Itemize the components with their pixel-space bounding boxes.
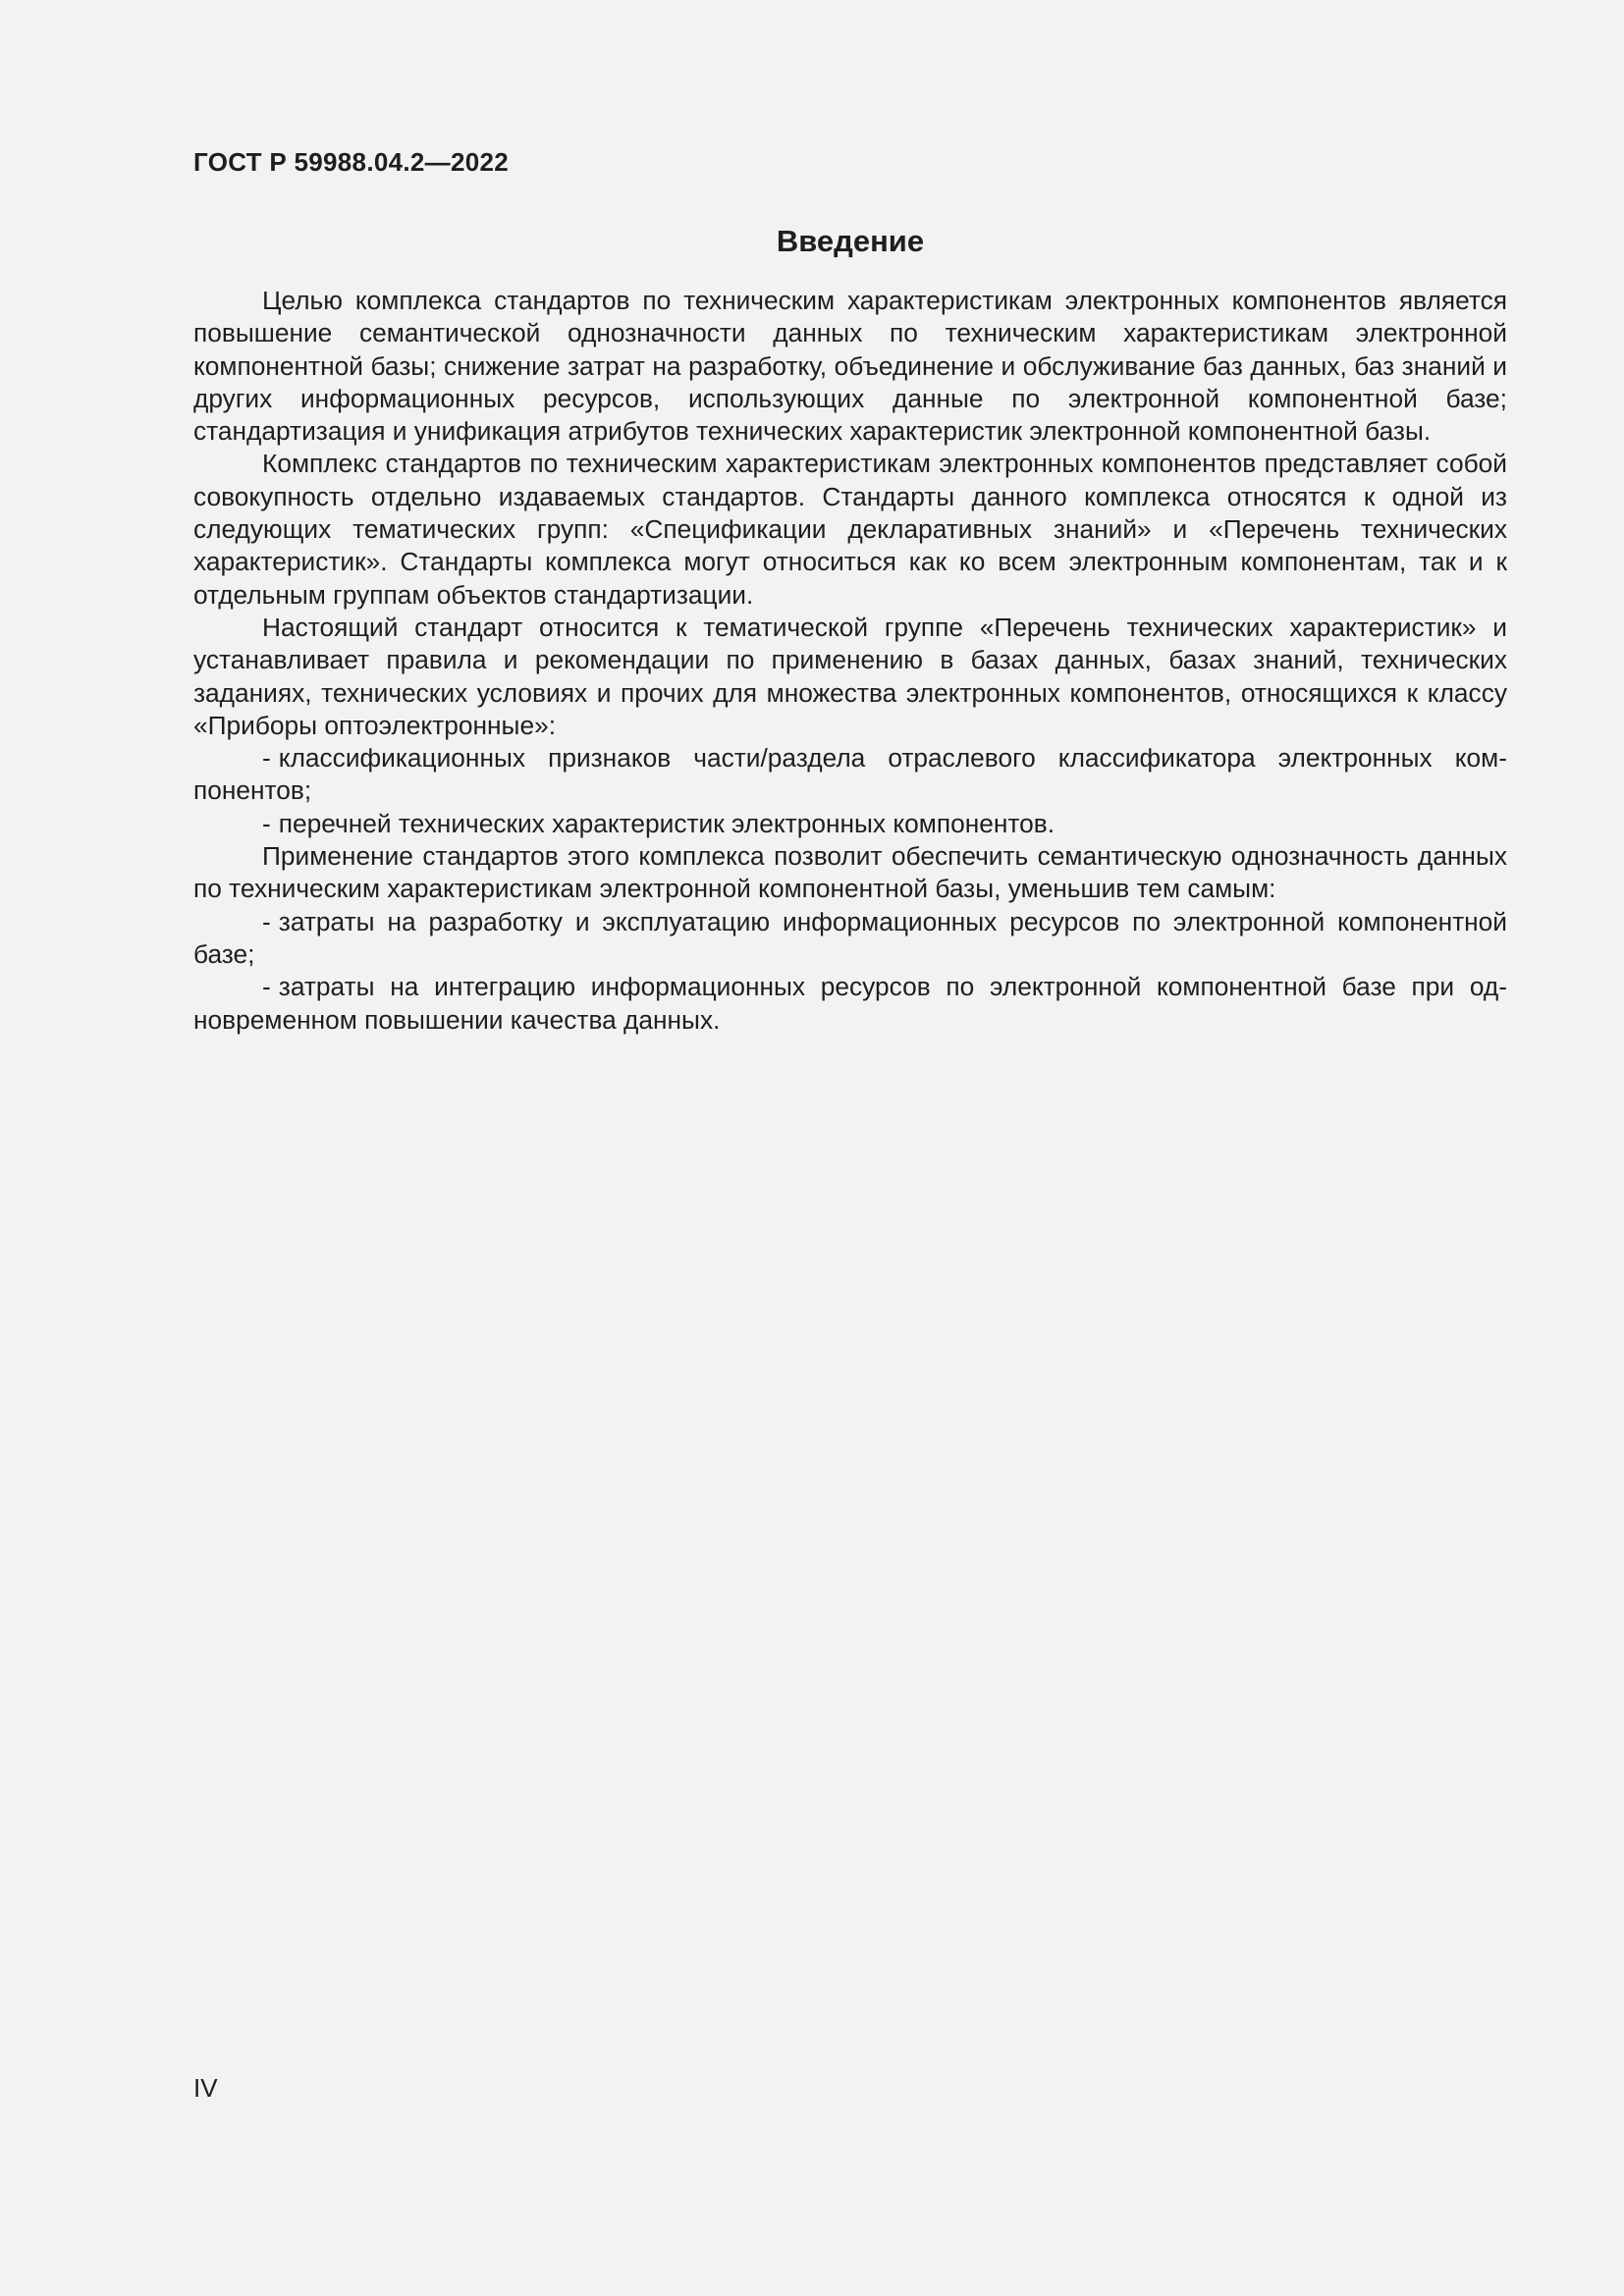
paragraph [193,840,1507,906]
list-dash: - [262,972,271,1002]
list-item-text: перечней технических характеристик электронных компонентов. [278,808,1056,838]
list-dash: - [262,743,271,774]
list-dash: - [262,808,271,838]
section-title: Введение [776,224,925,258]
list-item-text: затраты на разработку и эксплуатацию информационных ресурсов по электронной компонентной базе; [193,906,1507,969]
paragraph-text: Применение стандартов этого комплекса позволит обеспечить семантическую однозначность данных по техническим характеристикам электронной компонентной базы, уменьшив тем самым: [193,841,1507,904]
list-item [193,742,1507,808]
paragraph-text: Комплекс стандартов по техническим характеристикам электронных компонентов представляет собой совокупность отдельно издаваемых стандартов. Стандарты данного комплекса относятся к одной из следующих тематических групп: «Спецификации декларативных знаний» и «Перечень технических характеристик». Стандарты комплекса могут относиться как ко всем электронным компонентам, так и к отдельным группам объектов стандартизации. [193,449,1507,610]
list-item [193,971,1507,1037]
standard-code-header: ГОСТ Р 59988.04.2—2022 [193,147,509,177]
paragraph [193,285,1507,448]
list-dash: - [262,906,271,936]
paragraph [193,612,1507,742]
list-item-text: классификационных признаков части/раздела отраслевого классификатора электронных компонентов; [193,743,1507,806]
page-number: IV [193,2073,218,2103]
paragraph [193,448,1507,611]
list-item [193,906,1507,972]
list-item [193,808,1507,840]
paragraph-text: Настоящий стандарт относится к тематической группе «Перечень технических характеристик» и устанавливает правила и рекомендации по применению в базах данных, базах знаний, технических заданиях, технических условиях и прочих для множества электронных компонентов, относящихся к классу «Приборы оптоэлектронные»: [193,612,1507,740]
list-item-text: затраты на интеграцию информационных ресурсов по электронной компонентной базе при одновременном повышении качества данных. [193,972,1507,1035]
introduction-body [193,285,1507,1037]
paragraph-text: Целью комплекса стандартов по техническим характеристикам электронных компонентов является повышение семантической однозначности данных по техническим характеристикам электронной компонентной базы; снижение затрат на разработку, объединение и обслуживание баз данных, баз знаний и других информационных ресурсов, использующих данные по электронной компонентной базе; стандартизация и унификация атрибутов технических характеристик электронной компонентной базы. [193,286,1507,447]
